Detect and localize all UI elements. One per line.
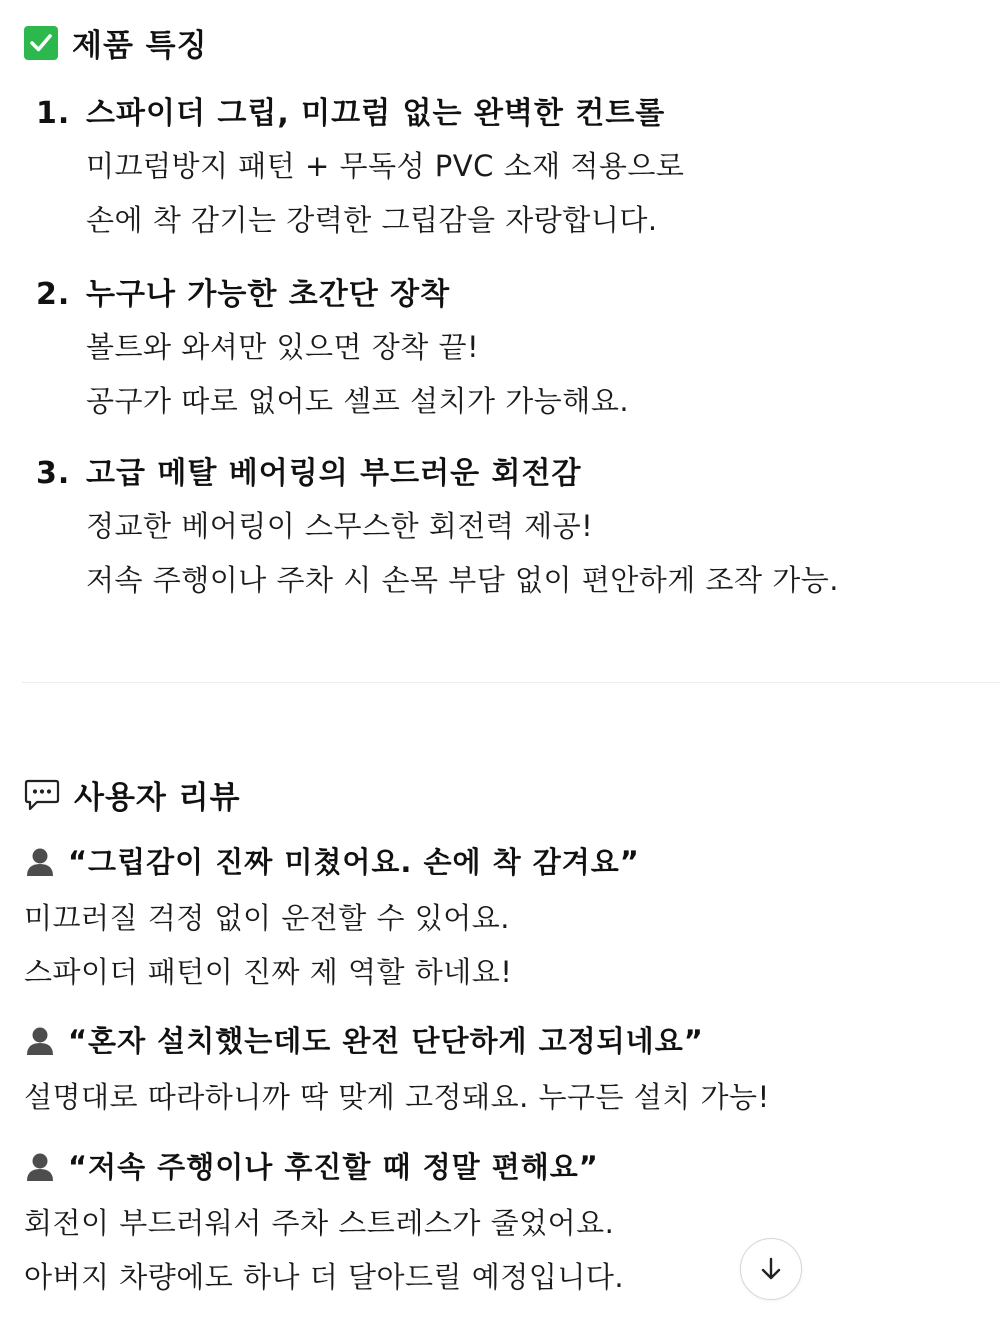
feature-description-line: 공구가 따로 없어도 셀프 설치가 가능해요. bbox=[86, 384, 630, 418]
scroll-down-button[interactable] bbox=[740, 1238, 802, 1300]
feature-description-line: 저속 주행이나 주차 시 손목 부담 없이 편안하게 조작 가능. bbox=[86, 563, 840, 597]
feature-heading-text: 누구나 가능한 초간단 장착 bbox=[86, 277, 451, 312]
user-silhouette-icon bbox=[24, 1150, 56, 1182]
review-body-line: 스파이더 패턴이 진짜 제 역할 하네요! bbox=[24, 955, 513, 989]
review-body-line: 회전이 부드러워서 주차 스트레스가 줄었어요. bbox=[24, 1206, 615, 1240]
speech-bubble-icon bbox=[24, 778, 60, 812]
review-body-line: 아버지 차량에도 하나 더 달아드릴 예정입니다. bbox=[24, 1260, 625, 1294]
feature-heading-text: 고급 메탈 베어링의 부드러운 회전감 bbox=[86, 456, 582, 491]
review-body-line: 미끄러질 걱정 없이 운전할 수 있어요. bbox=[24, 901, 511, 935]
arrow-down-icon bbox=[758, 1256, 784, 1282]
reviews-section-title bbox=[24, 772, 241, 817]
review-quote-1 bbox=[24, 840, 640, 881]
feature-description-line: 볼트와 와셔만 있으면 장착 끝! bbox=[86, 330, 480, 364]
feature-description-line: 손에 착 감기는 강력한 그립감을 자랑합니다. bbox=[86, 203, 658, 237]
feature-number: 2. bbox=[36, 277, 71, 312]
section-divider bbox=[22, 682, 1000, 683]
review-quote-3 bbox=[24, 1145, 599, 1186]
feature-heading-text: 스파이더 그립, 미끄럼 없는 완벽한 컨트롤 bbox=[86, 96, 666, 131]
review-body-line: 설명대로 따라하니까 딱 맞게 고정돼요. 누구든 설치 가능! bbox=[24, 1080, 770, 1114]
review-quote-2 bbox=[24, 1019, 704, 1060]
feature-heading-3 bbox=[36, 448, 581, 492]
features-section-title bbox=[24, 20, 208, 65]
review-quote-text: “혼자 설치했는데도 완전 단단하게 고정되네요” bbox=[68, 1024, 704, 1058]
user-silhouette-icon bbox=[24, 845, 56, 877]
feature-description-line: 미끄럼방지 패턴 + 무독성 PVC 소재 적용으로 bbox=[86, 149, 685, 183]
feature-description-line: 정교한 베어링이 스무스한 회전력 제공! bbox=[86, 509, 594, 543]
reviews-title-text: 사용자 리뷰 bbox=[74, 780, 241, 816]
check-mark-button-icon bbox=[24, 26, 58, 60]
feature-heading-1 bbox=[36, 88, 665, 132]
feature-number: 3. bbox=[36, 456, 71, 491]
user-silhouette-icon bbox=[24, 1024, 56, 1056]
feature-heading-2 bbox=[36, 269, 450, 313]
feature-number: 1. bbox=[36, 96, 71, 131]
features-title-text: 제품 특징 bbox=[72, 28, 208, 64]
review-quote-text: “그립감이 진짜 미쳤어요. 손에 착 감겨요” bbox=[68, 845, 640, 879]
review-quote-text: “저속 주행이나 후진할 때 정말 편해요” bbox=[68, 1150, 599, 1184]
